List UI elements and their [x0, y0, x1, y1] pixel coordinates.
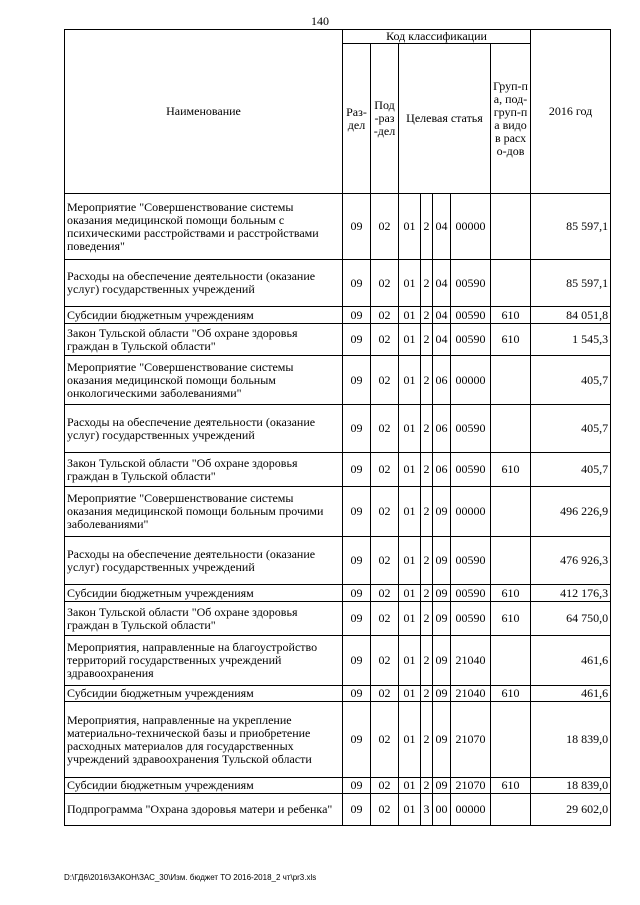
- podrazdel-code: 02: [371, 602, 399, 636]
- target-code-4: 21070: [451, 778, 491, 794]
- target-code-4: 00590: [451, 453, 491, 487]
- expense-type-code: [491, 702, 531, 778]
- razdel-code: 09: [343, 636, 371, 686]
- razdel-code: 09: [343, 356, 371, 405]
- expense-type-code: 610: [491, 778, 531, 794]
- target-code-4: 00590: [451, 260, 491, 307]
- expense-type-code: [491, 794, 531, 826]
- amount: 84 051,8: [531, 307, 611, 324]
- target-code-2: 2: [421, 453, 433, 487]
- header-classification: Код классификации: [343, 30, 531, 44]
- razdel-code: 09: [343, 686, 371, 702]
- target-code-3: 04: [433, 194, 451, 260]
- target-code-4: 00000: [451, 356, 491, 405]
- target-code-1: 01: [399, 405, 421, 453]
- header-razdel: Раз-дел: [343, 44, 371, 194]
- target-code-2: 2: [421, 636, 433, 686]
- target-code-3: 09: [433, 702, 451, 778]
- expense-type-code: [491, 194, 531, 260]
- amount: 18 839,0: [531, 778, 611, 794]
- razdel-code: 09: [343, 194, 371, 260]
- expense-type-code: 610: [491, 602, 531, 636]
- podrazdel-code: 02: [371, 194, 399, 260]
- podrazdel-code: 02: [371, 702, 399, 778]
- target-code-2: 2: [421, 686, 433, 702]
- expense-type-code: [491, 405, 531, 453]
- target-code-2: 2: [421, 585, 433, 602]
- table-row: [65, 794, 611, 826]
- table-row: [65, 307, 611, 324]
- target-code-4: 00000: [451, 487, 491, 537]
- table-row: [65, 636, 611, 686]
- podrazdel-code: 02: [371, 453, 399, 487]
- header-year: 2016 год: [531, 30, 611, 194]
- amount: 85 597,1: [531, 260, 611, 307]
- target-code-3: 06: [433, 356, 451, 405]
- razdel-code: 09: [343, 405, 371, 453]
- target-code-1: 01: [399, 794, 421, 826]
- header-name: Наименование: [65, 30, 343, 194]
- expense-type-code: 610: [491, 585, 531, 602]
- target-code-3: 06: [433, 405, 451, 453]
- amount: 1 545,3: [531, 324, 611, 356]
- amount: 496 226,9: [531, 487, 611, 537]
- razdel-code: 09: [343, 702, 371, 778]
- amount: 405,7: [531, 453, 611, 487]
- row-name: Расходы на обеспечение деятельности (оказание услуг) государственных учреждений: [65, 537, 343, 585]
- razdel-code: 09: [343, 778, 371, 794]
- target-code-3: 09: [433, 585, 451, 602]
- target-code-3: 00: [433, 794, 451, 826]
- amount: 18 839,0: [531, 702, 611, 778]
- expense-type-code: 610: [491, 453, 531, 487]
- table-body: [65, 194, 611, 826]
- podrazdel-code: 02: [371, 537, 399, 585]
- row-name: Закон Тульской области "Об охране здоровья граждан в Тульской области": [65, 602, 343, 636]
- razdel-code: 09: [343, 324, 371, 356]
- table-row: [65, 324, 611, 356]
- podrazdel-code: 02: [371, 686, 399, 702]
- podrazdel-code: 02: [371, 794, 399, 826]
- razdel-code: 09: [343, 453, 371, 487]
- podrazdel-code: 02: [371, 585, 399, 602]
- amount: 461,6: [531, 686, 611, 702]
- razdel-code: 09: [343, 602, 371, 636]
- target-code-2: 2: [421, 702, 433, 778]
- table-row: [65, 537, 611, 585]
- target-code-1: 01: [399, 778, 421, 794]
- expense-type-code: 610: [491, 686, 531, 702]
- target-code-3: 04: [433, 260, 451, 307]
- row-name: Расходы на обеспечение деятельности (оказание услуг) государственных учреждений: [65, 260, 343, 307]
- target-code-2: 2: [421, 260, 433, 307]
- expense-type-code: 610: [491, 324, 531, 356]
- table-row: [65, 602, 611, 636]
- target-code-3: 04: [433, 324, 451, 356]
- target-code-2: 2: [421, 194, 433, 260]
- razdel-code: 09: [343, 487, 371, 537]
- target-code-4: 21040: [451, 686, 491, 702]
- page-number: 140: [311, 14, 329, 28]
- amount: 85 597,1: [531, 194, 611, 260]
- target-code-2: 3: [421, 794, 433, 826]
- expense-type-code: [491, 537, 531, 585]
- row-name: Закон Тульской области "Об охране здоровья граждан в Тульской области": [65, 453, 343, 487]
- target-code-2: 2: [421, 778, 433, 794]
- target-code-4: 00000: [451, 794, 491, 826]
- amount: 64 750,0: [531, 602, 611, 636]
- target-code-4: 21070: [451, 702, 491, 778]
- target-code-4: 00590: [451, 405, 491, 453]
- expense-type-code: [491, 260, 531, 307]
- row-name: Мероприятие "Совершенствование системы оказания медицинской помощи больным прочими заболеваниями": [65, 487, 343, 537]
- target-code-1: 01: [399, 453, 421, 487]
- podrazdel-code: 02: [371, 307, 399, 324]
- target-code-3: 04: [433, 307, 451, 324]
- target-code-1: 01: [399, 585, 421, 602]
- target-code-3: 06: [433, 453, 451, 487]
- razdel-code: 09: [343, 307, 371, 324]
- table-row: [65, 260, 611, 307]
- row-name: Субсидии бюджетным учреждениям: [65, 778, 343, 794]
- target-code-4: 00590: [451, 585, 491, 602]
- table-row: [65, 356, 611, 405]
- razdel-code: 09: [343, 585, 371, 602]
- target-code-2: 2: [421, 307, 433, 324]
- podrazdel-code: 02: [371, 324, 399, 356]
- razdel-code: 09: [343, 260, 371, 307]
- target-code-1: 01: [399, 537, 421, 585]
- table-row: [65, 778, 611, 794]
- row-name: Расходы на обеспечение деятельности (оказание услуг) государственных учреждений: [65, 405, 343, 453]
- row-name: Субсидии бюджетным учреждениям: [65, 686, 343, 702]
- expense-type-code: 610: [491, 307, 531, 324]
- podrazdel-code: 02: [371, 405, 399, 453]
- target-code-4: 00590: [451, 307, 491, 324]
- target-code-1: 01: [399, 686, 421, 702]
- target-code-3: 09: [433, 636, 451, 686]
- target-code-1: 01: [399, 307, 421, 324]
- target-code-1: 01: [399, 194, 421, 260]
- target-code-3: 09: [433, 686, 451, 702]
- row-name: Субсидии бюджетным учреждениям: [65, 307, 343, 324]
- target-code-2: 2: [421, 602, 433, 636]
- target-code-1: 01: [399, 487, 421, 537]
- target-code-2: 2: [421, 324, 433, 356]
- target-code-1: 01: [399, 260, 421, 307]
- target-code-3: 09: [433, 602, 451, 636]
- header-target: Целевая статья: [399, 44, 491, 194]
- target-code-2: 2: [421, 537, 433, 585]
- row-name: Закон Тульской области "Об охране здоровья граждан в Тульской области": [65, 324, 343, 356]
- target-code-3: 09: [433, 537, 451, 585]
- target-code-1: 01: [399, 702, 421, 778]
- row-name: Подпрограмма "Охрана здоровья матери и ребенка": [65, 794, 343, 826]
- amount: 405,7: [531, 356, 611, 405]
- file-path-footer: D:\ГД6\2016\ЗАКОН\ЗАС_30\Изм. бюджет ТО 2016-2018_2 чт\pr3.xls: [64, 873, 317, 882]
- target-code-4: 21040: [451, 636, 491, 686]
- header-podrazdel: Под-раз-дел: [371, 44, 399, 194]
- target-code-4: 00000: [451, 194, 491, 260]
- row-name: Субсидии бюджетным учреждениям: [65, 585, 343, 602]
- target-code-1: 01: [399, 636, 421, 686]
- target-code-1: 01: [399, 324, 421, 356]
- podrazdel-code: 02: [371, 487, 399, 537]
- podrazdel-code: 02: [371, 778, 399, 794]
- table-row: [65, 585, 611, 602]
- target-code-3: 09: [433, 778, 451, 794]
- target-code-3: 09: [433, 487, 451, 537]
- table-row: [65, 405, 611, 453]
- target-code-1: 01: [399, 356, 421, 405]
- amount: 405,7: [531, 405, 611, 453]
- target-code-4: 00590: [451, 324, 491, 356]
- budget-table: [64, 29, 611, 826]
- table-row: [65, 686, 611, 702]
- row-name: Мероприятия, направленные на укрепление материально-технической базы и приобретение расходных материалов для государственных учреждений здравоохранения Тульской области: [65, 702, 343, 778]
- amount: 476 926,3: [531, 537, 611, 585]
- razdel-code: 09: [343, 537, 371, 585]
- row-name: Мероприятия, направленные на благоустройство территорий государственных учреждений здравоохранения: [65, 636, 343, 686]
- target-code-4: 00590: [451, 537, 491, 585]
- row-name: Мероприятие "Совершенствование системы оказания медицинской помощи больным онкологическими заболеваниями": [65, 356, 343, 405]
- target-code-2: 2: [421, 356, 433, 405]
- table-row: [65, 487, 611, 537]
- podrazdel-code: 02: [371, 260, 399, 307]
- amount: 412 176,3: [531, 585, 611, 602]
- target-code-2: 2: [421, 487, 433, 537]
- podrazdel-code: 02: [371, 356, 399, 405]
- expense-type-code: [491, 487, 531, 537]
- target-code-2: 2: [421, 405, 433, 453]
- amount: 461,6: [531, 636, 611, 686]
- header-group: Груп-па, под-груп-па видов расхо-дов: [491, 44, 531, 194]
- target-code-4: 00590: [451, 602, 491, 636]
- amount: 29 602,0: [531, 794, 611, 826]
- podrazdel-code: 02: [371, 636, 399, 686]
- table-row: [65, 702, 611, 778]
- table-row: [65, 453, 611, 487]
- razdel-code: 09: [343, 794, 371, 826]
- expense-type-code: [491, 356, 531, 405]
- row-name: Мероприятие "Совершенствование системы оказания медицинской помощи больным с психическими расстройствами и расстройствами поведения": [65, 194, 343, 260]
- target-code-1: 01: [399, 602, 421, 636]
- expense-type-code: [491, 636, 531, 686]
- table-row: [65, 194, 611, 260]
